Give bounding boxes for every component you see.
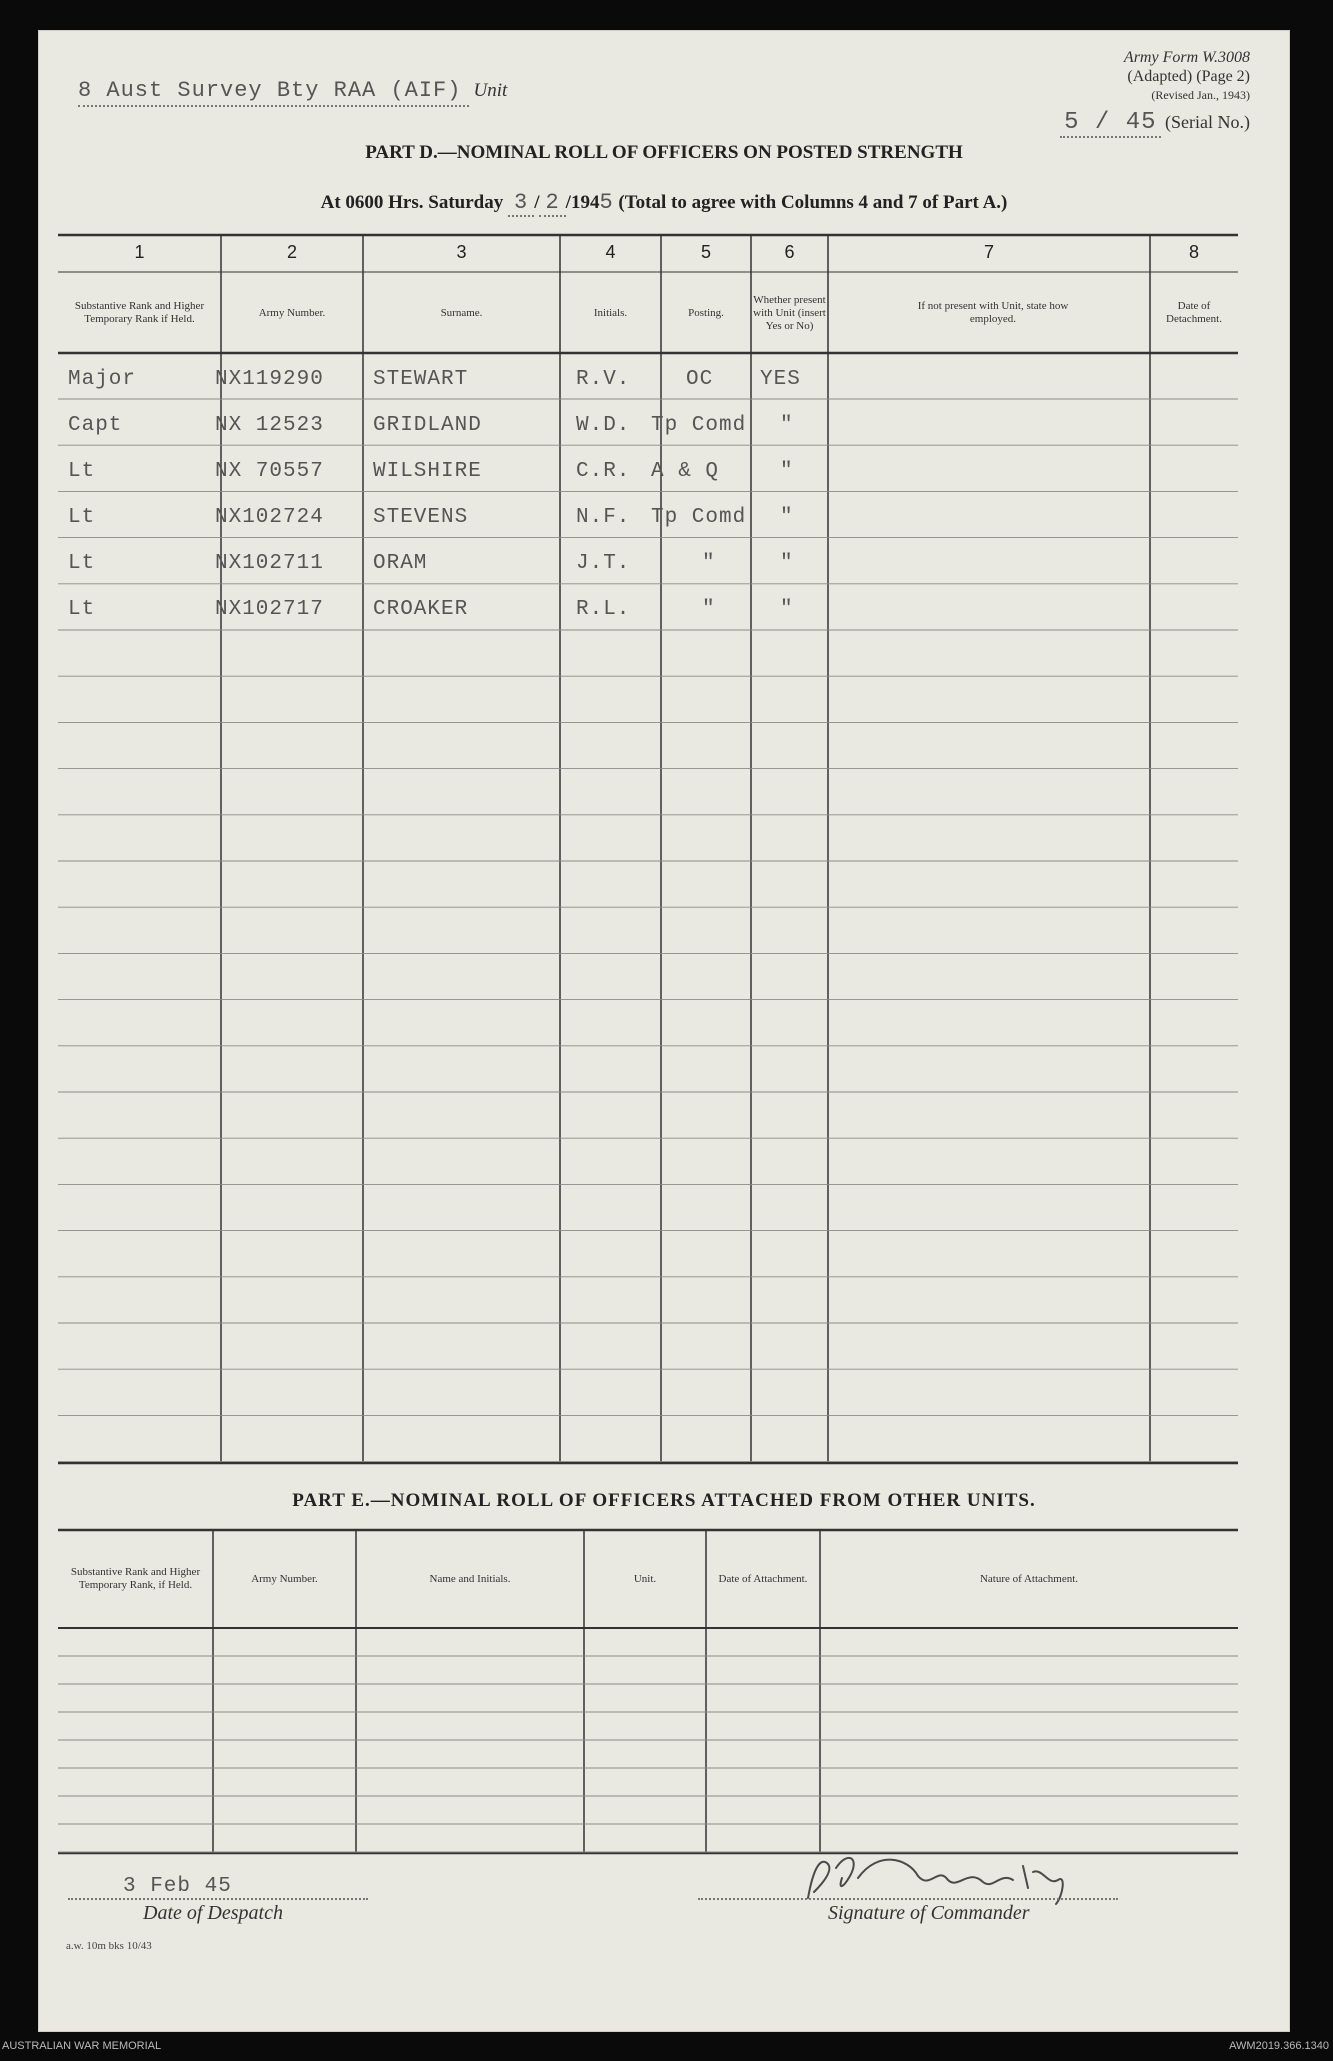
cell-posting: OC bbox=[686, 368, 714, 391]
archive-credit: AUSTRALIAN WAR MEMORIAL bbox=[2, 2040, 162, 2052]
cell-initials: N.F. bbox=[576, 506, 631, 529]
cell-present: YES bbox=[760, 368, 801, 391]
cell-surname: ORAM bbox=[373, 552, 428, 575]
commander-signature bbox=[38, 30, 1290, 2032]
col-number-7: 7 bbox=[983, 242, 994, 262]
signature-label: Signature of Commander bbox=[828, 1902, 1030, 1924]
form-ref-line2: (Adapted) (Page 2) bbox=[1127, 68, 1250, 85]
cell-present: " bbox=[780, 414, 794, 437]
cell-posting: " bbox=[702, 552, 716, 575]
col-number-1: 1 bbox=[134, 242, 145, 262]
signature-line bbox=[698, 1898, 1118, 1900]
unit-value: 8 Aust Survey Bty RAA (AIF) bbox=[78, 78, 469, 107]
cell-initials: R.L. bbox=[576, 598, 631, 621]
e-header-nature: Nature of Attachment. bbox=[979, 1572, 1079, 1585]
date-day: 3 bbox=[508, 190, 534, 217]
form-page bbox=[38, 30, 1290, 2032]
cell-initials: J.T. bbox=[576, 552, 631, 575]
cell-initials: R.V. bbox=[576, 368, 631, 391]
cell-number: NX102711 bbox=[215, 552, 324, 575]
cell-surname: STEWART bbox=[373, 368, 469, 391]
cell-surname: WILSHIRE bbox=[373, 460, 482, 483]
cell-present: " bbox=[780, 598, 794, 621]
cell-rank: Lt bbox=[68, 552, 96, 575]
cell-surname: GRIDLAND bbox=[373, 414, 482, 437]
cell-posting: Tp Comd bbox=[651, 414, 747, 437]
cell-number: NX102724 bbox=[215, 506, 324, 529]
header-present: Whether present with Unit (insert Yes or No) bbox=[753, 293, 826, 332]
cell-rank: Lt bbox=[68, 506, 96, 529]
cell-surname: STEVENS bbox=[373, 506, 469, 529]
unit-label: Unit bbox=[473, 80, 508, 101]
e-header-unit: Unit. bbox=[633, 1572, 657, 1585]
e-header-date-attachment: Date of Attachment. bbox=[718, 1572, 808, 1585]
date-year-digit: 5 bbox=[599, 190, 614, 215]
cell-number: NX119290 bbox=[215, 368, 324, 391]
header-surname: Surname. bbox=[440, 306, 483, 319]
cell-initials: C.R. bbox=[576, 460, 631, 483]
header-not-present: If not present with Unit, state how employed. bbox=[917, 300, 1069, 325]
cell-rank: Lt bbox=[68, 598, 96, 621]
cell-rank: Major bbox=[68, 368, 137, 391]
despatch-date-label: Date of Despatch bbox=[143, 1902, 283, 1924]
e-header-name: Name and Initials. bbox=[429, 1572, 511, 1585]
date-month: 2 bbox=[539, 190, 565, 217]
part-d-date-line: At 0600 Hrs. Saturday 3 / 2 /1945 (Total to agree with Columns 4 and 7 of Part A.) bbox=[320, 190, 1008, 215]
e-header-army-number: Army Number. bbox=[251, 1572, 318, 1585]
form-ref-line3: (Revised Jan., 1943) bbox=[1151, 88, 1250, 102]
header-posting: Posting. bbox=[688, 306, 724, 319]
archive-id: AWM2019.366.1340 bbox=[1229, 2040, 1329, 2052]
cell-present: " bbox=[780, 460, 794, 483]
date-year-prefix: /194 bbox=[565, 192, 600, 213]
col-number-2: 2 bbox=[286, 242, 297, 262]
cell-rank: Capt bbox=[68, 414, 123, 437]
form-ref-line1: Army Form W.3008 bbox=[1123, 49, 1250, 66]
col-number-4: 4 bbox=[605, 242, 616, 262]
header-date-detachment: Date of Detachment. bbox=[1166, 300, 1222, 325]
serial-label: (Serial No.) bbox=[1165, 112, 1250, 132]
cell-posting: A & Q bbox=[651, 460, 720, 483]
cell-posting: Tp Comd bbox=[651, 506, 747, 529]
cell-number: NX 70557 bbox=[215, 460, 324, 483]
part-e-title: PART E.—NOMINAL ROLL OF OFFICERS ATTACHED FROM OTHER UNITS. bbox=[292, 1490, 1036, 1511]
cell-number: NX102717 bbox=[215, 598, 324, 621]
header-initials: Initials. bbox=[593, 306, 628, 319]
serial-value: 5 / 45 bbox=[1060, 109, 1160, 138]
part-d-title: PART D.—NOMINAL ROLL OF OFFICERS ON POSTED STRENGTH bbox=[365, 142, 963, 163]
col-number-5: 5 bbox=[700, 242, 711, 262]
at-suffix: (Total to agree with Columns 4 and 7 of Part A.) bbox=[618, 192, 1008, 213]
cell-number: NX 12523 bbox=[215, 414, 324, 437]
at-prefix: At 0600 Hrs. Saturday bbox=[320, 192, 504, 213]
header-rank: Substantive Rank and Higher Temporary Rank if Held. bbox=[74, 300, 205, 325]
cell-initials: W.D. bbox=[576, 414, 631, 437]
col-number-8: 8 bbox=[1188, 242, 1199, 262]
cell-present: " bbox=[780, 506, 794, 529]
col-number-6: 6 bbox=[784, 242, 795, 262]
despatch-date-value: 3 Feb 45 bbox=[123, 1875, 232, 1898]
header-army-number: Army Number. bbox=[258, 306, 326, 319]
printer-note: a.w. 10m bks 10/43 bbox=[66, 1940, 152, 1952]
cell-posting: " bbox=[702, 598, 716, 621]
cell-surname: CROAKER bbox=[373, 598, 469, 621]
col-number-3: 3 bbox=[456, 242, 467, 262]
cell-present: " bbox=[780, 552, 794, 575]
cell-rank: Lt bbox=[68, 460, 96, 483]
e-header-rank: Substantive Rank and Higher Temporary Rank, if Held. bbox=[70, 1566, 201, 1591]
